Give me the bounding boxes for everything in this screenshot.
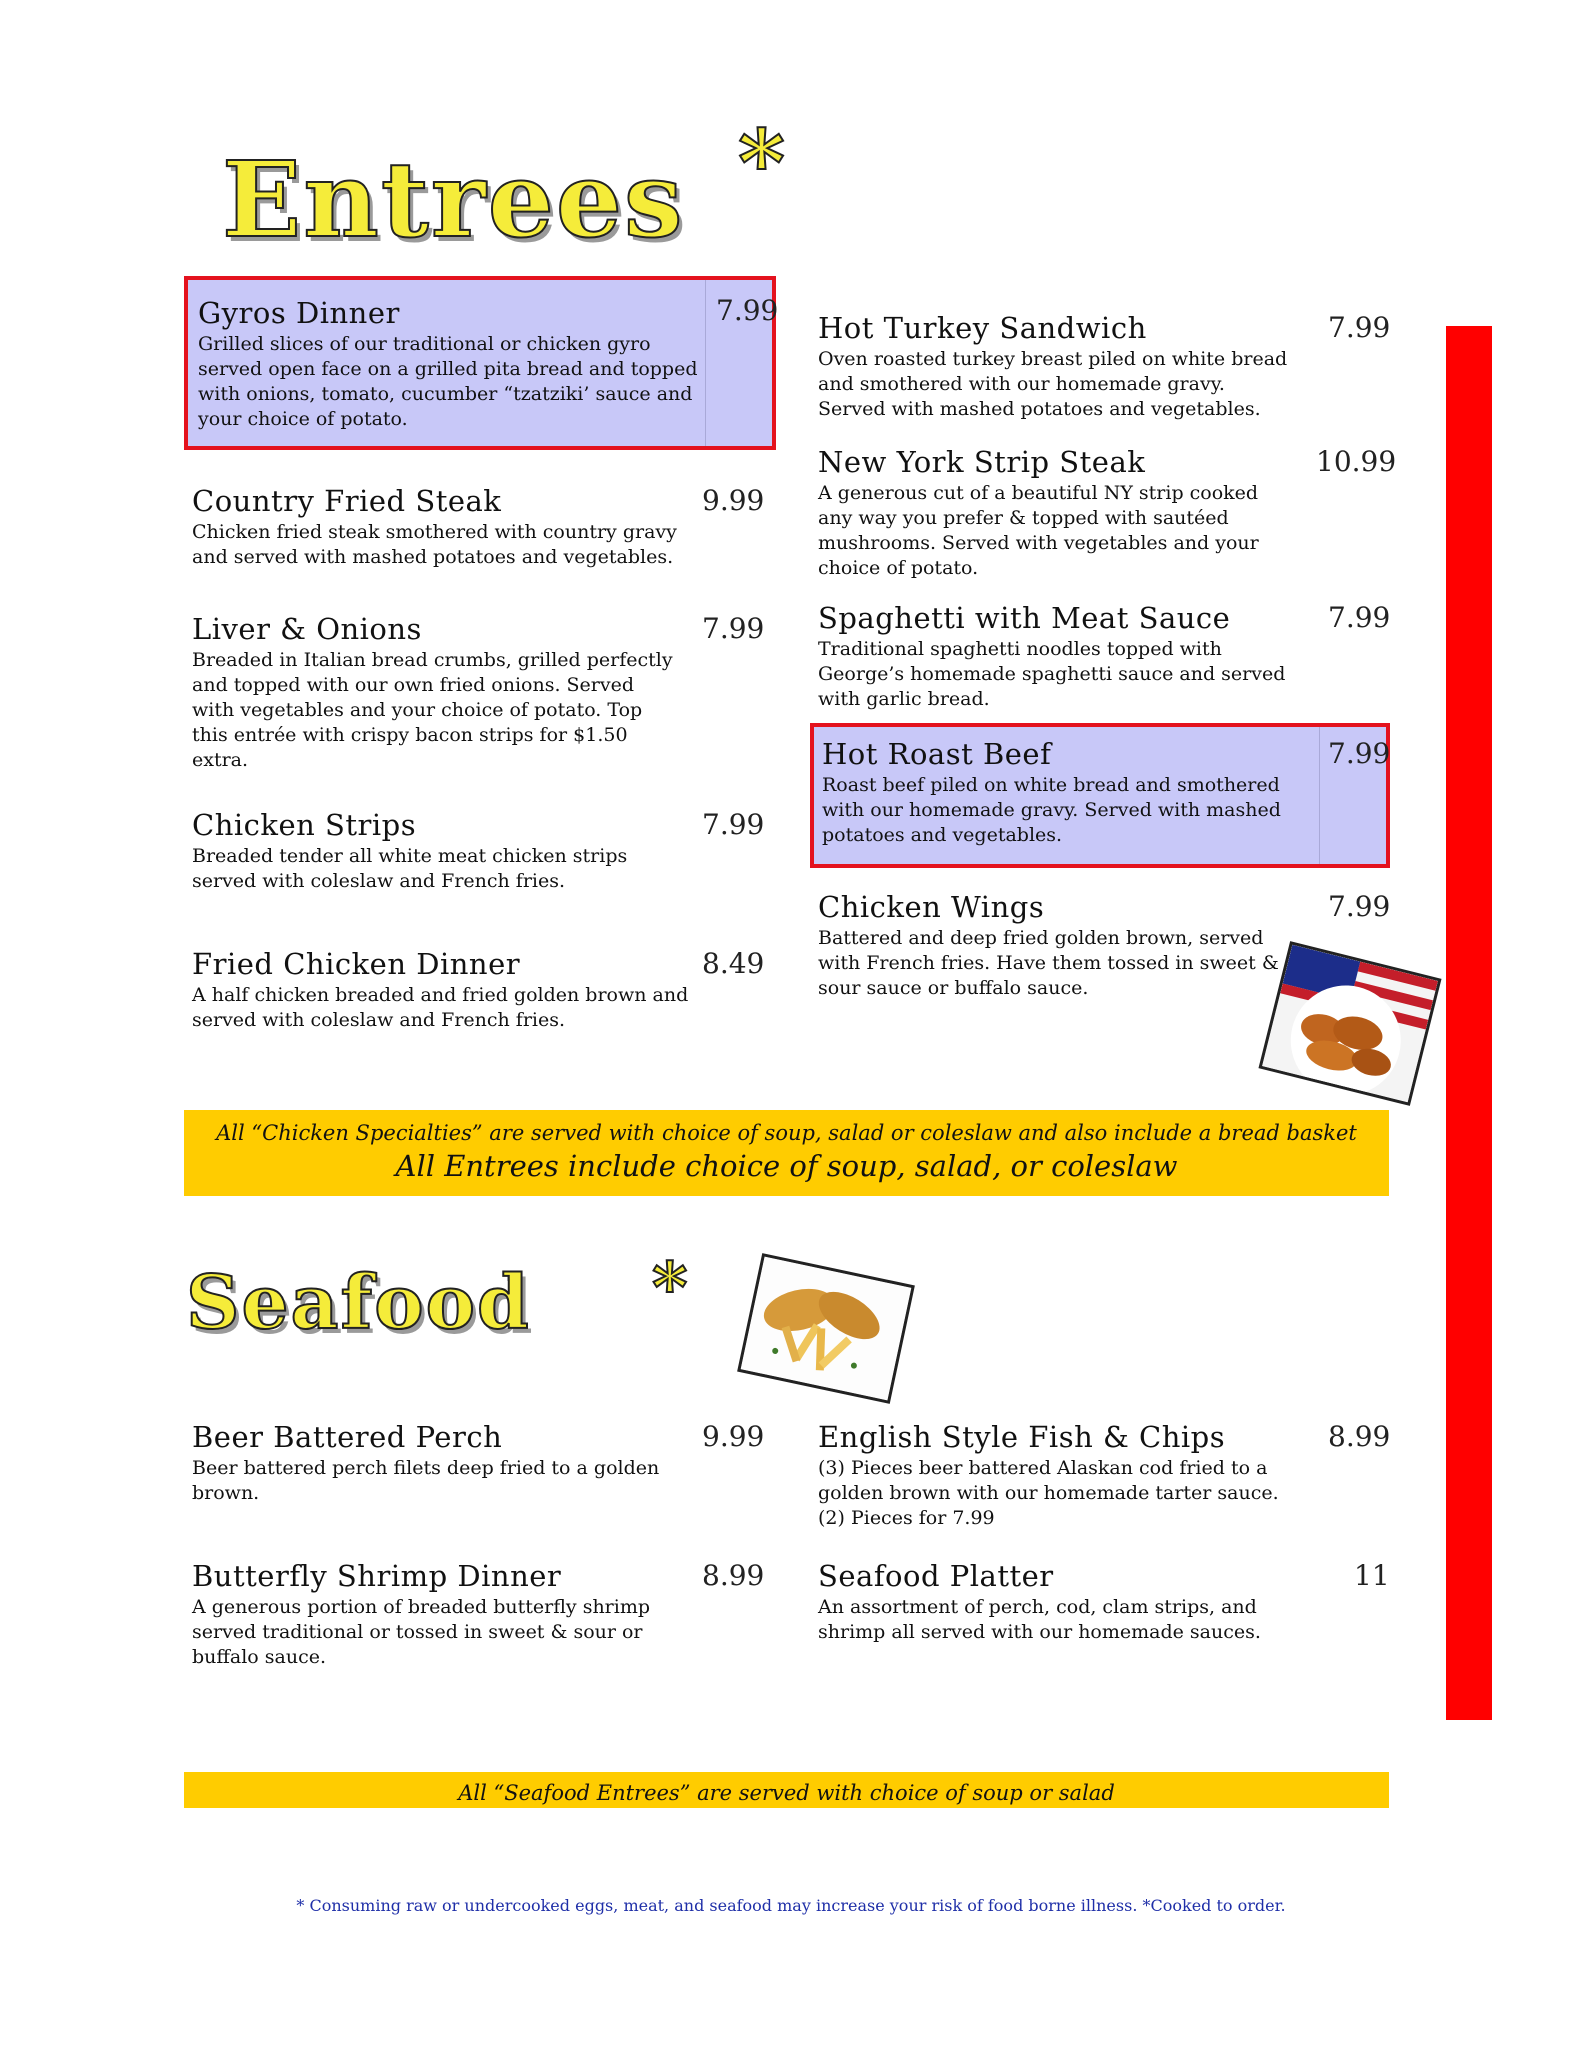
- item-name: Hot Turkey Sandwich: [818, 311, 1147, 345]
- item-price: 8.49: [702, 947, 765, 980]
- menu-item-chicken-wings: [818, 890, 1391, 1001]
- menu-item-seafood-platter: [818, 1559, 1390, 1645]
- item-name: Hot Roast Beef: [822, 737, 1052, 771]
- menu-item-gyros-dinner: [184, 276, 779, 450]
- chicken-wings-photo: [1258, 941, 1441, 1106]
- item-price: 8.99: [1328, 1420, 1391, 1453]
- item-name: English Style Fish & Chips: [818, 1420, 1226, 1454]
- item-name: New York Strip Steak: [818, 445, 1146, 479]
- menu-item-country-fried-steak: [192, 484, 765, 570]
- item-description: A generous portion of breaded butterfly shrimp served traditional or tossed in sweet & sour or buffalo sauce.: [192, 1596, 651, 1668]
- item-description: Roast beef piled on white bread and smothered with our homemade gravy. Served with mashed potatoes and vegetables.: [822, 774, 1281, 846]
- menu-item-fried-chicken-dinner: [192, 947, 765, 1033]
- item-description: A generous cut of a beautiful NY strip cooked any way you prefer & topped with sautéed mushrooms. Served with vegetables and your choice of potato.: [818, 482, 1259, 579]
- item-name: Seafood Platter: [818, 1559, 1054, 1593]
- item-name: Fried Chicken Dinner: [192, 947, 521, 981]
- entrees-heading: Entrees: [222, 138, 685, 261]
- menu-item-ny-strip-steak: [818, 445, 1397, 581]
- item-description: Oven roasted turkey breast piled on white bread and smothered with our homemade gravy. Served with mashed potatoes and vegetables.: [818, 348, 1288, 420]
- item-name: Gyros Dinner: [198, 296, 400, 330]
- item-price: 7.99: [1328, 601, 1391, 634]
- menu-item-english-fish-chips: [818, 1420, 1391, 1531]
- menu-item-chicken-strips: [192, 808, 765, 894]
- health-footnote: * Consuming raw or undercooked eggs, meat, and seafood may increase your risk of food borne illness. *Cooked to order.: [296, 1896, 1286, 1915]
- item-description: An assortment of perch, cod, clam strips, and shrimp all served with our homemade sauces.: [818, 1596, 1261, 1643]
- menu-item-hot-roast-beef: [810, 723, 1390, 868]
- item-name: Beer Battered Perch: [192, 1420, 503, 1454]
- item-price: 9.99: [702, 1420, 765, 1453]
- item-name: Chicken Wings: [818, 890, 1045, 924]
- item-description: Breaded in Italian bread crumbs, grilled perfectly and topped with our own fried onions. Served with vegetables and your choice of potato. Top this entrée with crispy bacon strips for $1.50 extra.: [192, 649, 673, 771]
- item-description: Traditional spaghetti noodles topped with George’s homemade spaghetti sauce and served with garlic bread.: [818, 638, 1286, 710]
- fish-and-chips-photo: [737, 1253, 915, 1404]
- item-description: Beer battered perch filets deep fried to a golden brown.: [192, 1457, 660, 1504]
- item-price: 8.99: [702, 1559, 765, 1592]
- item-name: Country Fried Steak: [192, 484, 502, 518]
- item-description: Battered and deep fried golden brown, served with French fries. Have them tossed in sweet & sour sauce or buffalo sauce.: [818, 927, 1279, 999]
- item-price: 7.99: [1328, 890, 1391, 923]
- seafood-heading: Seafood: [186, 1260, 531, 1346]
- menu-item-spaghetti-meat-sauce: [818, 601, 1391, 712]
- item-name: Chicken Strips: [192, 808, 417, 842]
- entrees-asterisk: *: [738, 110, 786, 216]
- item-price: 9.99: [702, 484, 765, 517]
- box-divider: [705, 280, 706, 446]
- item-description: Breaded tender all white meat chicken strips served with coleslaw and French fries.: [192, 845, 628, 892]
- item-name: Liver & Onions: [192, 612, 422, 646]
- entrees-include-note: All Entrees include choice of soup, salad, or coleslaw: [395, 1149, 1178, 1183]
- item-price: 7.99: [1328, 311, 1391, 344]
- item-price: 7.99: [1328, 737, 1391, 770]
- box-divider: [1319, 727, 1320, 864]
- item-price: 7.99: [702, 808, 765, 841]
- item-description: Chicken fried steak smothered with country gravy and served with mashed potatoes and vegetables.: [192, 521, 677, 568]
- decorative-red-bar: [1446, 326, 1492, 1720]
- item-price: 11: [1354, 1559, 1390, 1592]
- menu-item-hot-turkey-sandwich: [818, 311, 1391, 422]
- entrees-info-banner: [184, 1110, 1389, 1196]
- item-description: A half chicken breaded and fried golden brown and served with coleslaw and French fries.: [192, 984, 689, 1031]
- item-price: 7.99: [716, 294, 779, 327]
- item-name: Butterfly Shrimp Dinner: [192, 1559, 562, 1593]
- item-name: Spaghetti with Meat Sauce: [818, 601, 1231, 635]
- item-extra-note: (2) Pieces for 7.99: [818, 1507, 995, 1529]
- chicken-specialties-note: All “Chicken Specialties” are served with choice of soup, salad or coleslaw and also include a bread basket: [216, 1121, 1357, 1145]
- menu-item-butterfly-shrimp-dinner: [192, 1559, 765, 1670]
- item-price: 10.99: [1316, 445, 1397, 478]
- item-description: (3) Pieces beer battered Alaskan cod fried to a golden brown with our homemade tarter sauce.: [818, 1457, 1279, 1504]
- item-price: 7.99: [702, 612, 765, 645]
- menu-item-beer-battered-perch: [192, 1420, 765, 1506]
- seafood-info-banner: All “Seafood Entrees” are served with choice of soup or salad: [184, 1772, 1389, 1808]
- menu-item-liver-onions: [192, 612, 765, 773]
- item-description: Grilled slices of our traditional or chicken gyro served open face on a grilled pita bread and topped with onions, tomato, cucumber “tzatziki’ sauce and your choice of potato.: [198, 333, 698, 430]
- seafood-asterisk: *: [652, 1248, 688, 1328]
